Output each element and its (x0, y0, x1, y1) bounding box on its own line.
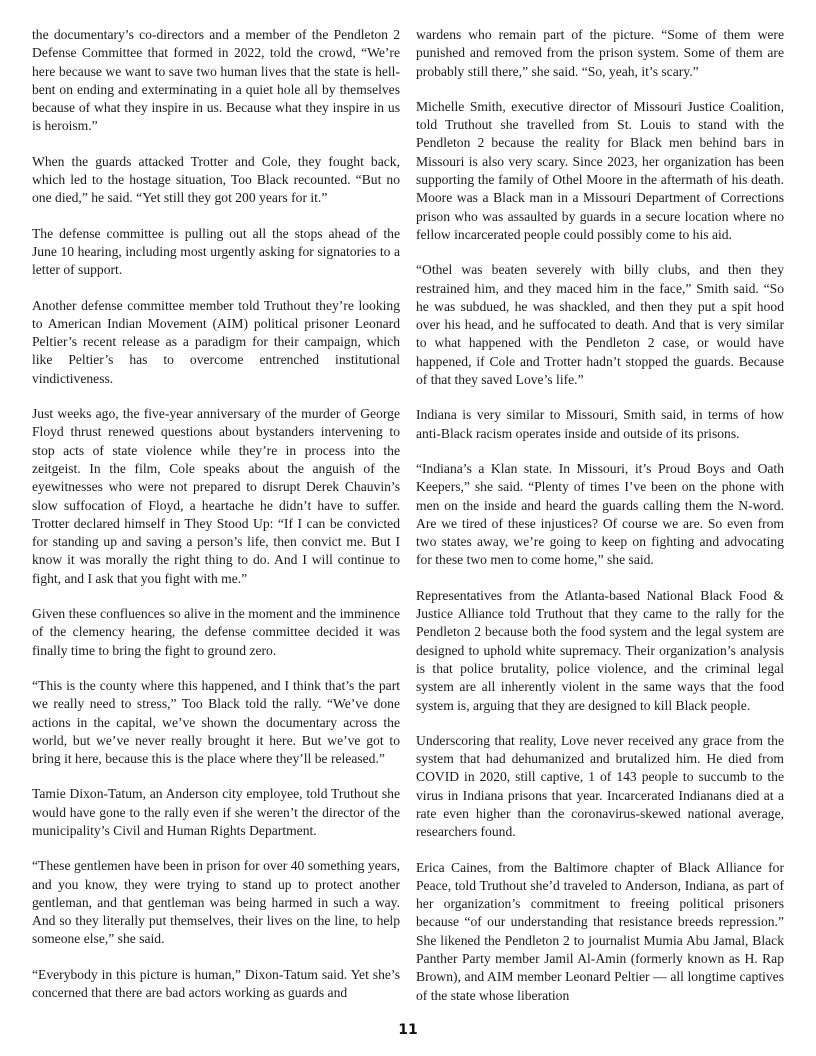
page-number: 11 (398, 1022, 418, 1038)
paragraph: the documentary’s co-directors and a member of the Pendleton 2 Defense Committee that formed in 2022, told the crowd, “We’re here because we want to save two human lives that the state is hell-bent on ending and exterminating in a quiet hole all by themselves because of what they inspire in us. Because what they inspire in us is heroism.” (32, 27, 400, 134)
paragraph: When the guards attacked Trotter and Cole, they fought back, which led to the hostage situation, Too Black recounted. “But no one died,” he said. “Yet still they got 200 years for it.” (32, 153, 400, 206)
paragraph: “Indiana’s a Klan state. In Missouri, it’s Proud Boys and Oath Keepers,” she said. “Plenty of times I’ve been on the phone with men on the inside and heard the guards calling them the N-word. Are we tired of these injustices? Of course we are. So even from two states away, we’re going to keep on fighting and advocating for these two men to come home,” she said. (416, 460, 784, 568)
article-body (32, 26, 784, 1016)
paragraph: Underscoring that reality, Love never received any grace from the system that had dehumanized and brutalized him. He died from COVID in 2020, still captive, 1 of 143 people to succumb to the virus in Indiana prisons that year. Incarcerated Indianans died at a rate even higher than the coronavirus-skewed national average, researchers found. (416, 732, 784, 840)
paragraph: Tamie Dixon-Tatum, an Anderson city employee, told Truthout she would have gone to the rally even if she weren’t the director of the municipality’s Civil and Human Rights Department. (32, 786, 400, 838)
paragraph: “These gentlemen have been in prison for over 40 something years, and you know, they were trying to stand up to protect another gentleman, and that gentleman was being harmed in such a way. And so they literally put themselves, their lives on the line, to help someone else,” she said. (32, 858, 400, 947)
paragraph: “Othel was beaten severely with billy clubs, and then they restrained him, and they maced him in the face,” Smith said. “So he was subdued, he was shackled, and then they put a spit hood over his head, and he suffocated to death. And that is very similar to what happened with the Pendleton 2 case, or would have happened, if Cole and Trotter hadn’t stopped the guards. Because of that they saved Love’s life.” (416, 262, 784, 388)
paragraph: Indiana is very similar to Missouri, Smith said, in terms of how anti-Black racism operates inside and outside of its prisons. (416, 407, 784, 441)
right-column (416, 26, 784, 1016)
paragraph: Another defense committee member told Truthout they’re looking to American Indian Movement (AIM) political prisoner Leonard Peltier’s recent release as a paradigm for their campaign, which like Peltier’s has to overcome entrenched institutional vindictiveness. (32, 297, 400, 386)
paragraph: wardens who remain part of the picture. “Some of them were punished and removed from the prison system. Some of them are probably still there,” she said. “So, yeah, it’s scary.” (416, 27, 784, 79)
paragraph: Erica Caines, from the Baltimore chapter of Black Alliance for Peace, told Truthout she’d traveled to Anderson, Indiana, as part of her organization’s commitment to freeing political prisoners because “of our understanding that resistance breeds repression.” She likened the Pendleton 2 to journalist Mumia Abu Jamal, Black Panther Party member Jamil Al-Amin (formerly known as H. Rap Brown), and AIM member Leonard Peltier — all longtime captives of the state whose liberation (416, 859, 784, 1003)
paragraph: “Everybody in this picture is human,” Dixon-Tatum said. Yet she’s concerned that there are bad actors working as guards and (32, 966, 400, 1001)
paragraph: Just weeks ago, the five-year anniversary of the murder of George Floyd thrust renewed questions about bystanders intervening to stop acts of state violence while they’re in process into the zeitgeist. In the film, Cole speaks about the anguish of the eyewitnesses who were not prepared to disrupt Derek Chauvin’s slow suffocation of Floyd, a heartache he didn’t have to suffer. Trotter declared himself in They Stood Up: “If I can be convicted for standing up and saving a person’s life, then convict me. But I know it was morally the right thing to do. And I will continue to fight, and I ask that you fight with me.” (32, 406, 400, 586)
paragraph: The defense committee is pulling out all the stops ahead of the June 10 hearing, including most urgently asking for signatories to a letter of support. (32, 225, 400, 278)
paragraph: Michelle Smith, executive director of Missouri Justice Coalition, told Truthout she travelled from St. Louis to stand with the Pendleton 2 because the reality for Black men behind bars in Missouri is also very scary. Since 2023, her organization has been supporting the family of Othel Moore in the aftermath of his death. Moore was a Black man in a Missouri Department of Corrections prison who was assaulted by guards in a secure location where no fellow incarcerated people could possibly come to his aid. (416, 98, 784, 242)
paragraph: Given these confluences so alive in the moment and the imminence of the clemency hearing, the defense committee decided it was finally time to bring the fight to ground zero. (32, 606, 400, 658)
left-column (32, 26, 400, 1016)
paragraph: “This is the county where this happened, and I think that’s the part we really need to stress,” Too Black told the rally. “We’ve done actions in the capital, we’ve shown the documentary across the world, but we’ve never really brought it here. But we’ve got to bring it here, because this is the place where they’ll be released.” (32, 677, 400, 767)
paragraph: Representatives from the Atlanta-based National Black Food & Justice Alliance told Truthout that they came to the rally for the Pendleton 2 because both the food system and the legal system are designed to uphold white supremacy. Their organization’s analysis is that police brutality, police violence, and the criminal legal system are all inherently violent in the same ways that the food system is, arguing that they are designed to kill Black people. (416, 587, 784, 713)
